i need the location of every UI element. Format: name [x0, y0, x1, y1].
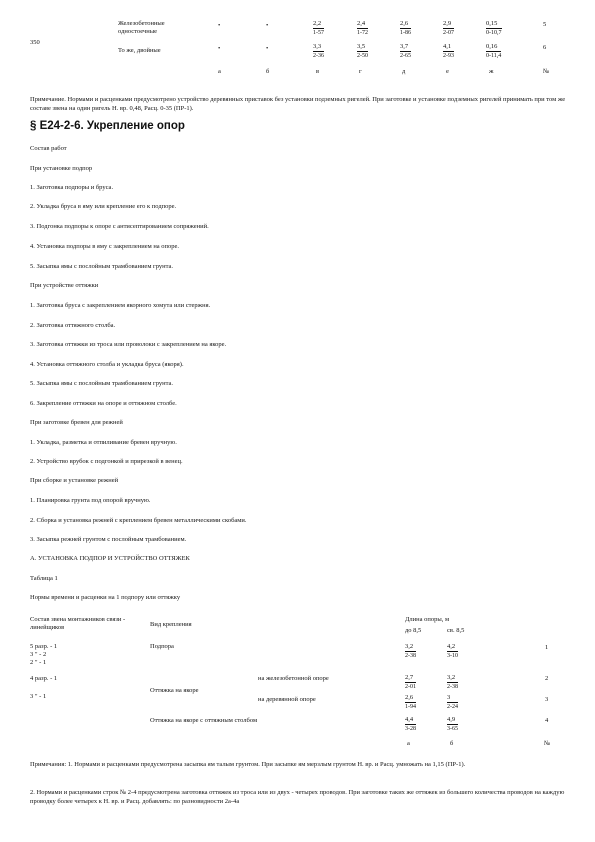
col-letter: а	[407, 740, 410, 747]
work-item: 5. Засыпка ямы с послойным трамбованием грунта.	[30, 380, 174, 387]
type-cell: Оттяжка на якоре с оттяжным столбом	[150, 717, 258, 724]
work-item: 5. Засыпка ямы с послойным трамбованием грунта.	[30, 263, 174, 270]
col-letter: а	[218, 68, 221, 75]
header-length: Длина опоры, м	[405, 616, 450, 623]
row-number: 1	[545, 644, 549, 651]
cell-d: $\frac{2,6}{1-86}$	[400, 20, 411, 36]
work-item: 3. Засыпка режней грунтом с послойным трамбованием.	[30, 536, 187, 543]
cell-v: $\frac{3,3}{2-36}$	[313, 43, 324, 59]
row-number: 4	[545, 717, 549, 724]
staff-line: 3 " - 1	[30, 693, 47, 700]
work-item: 1. Заготовка бруса с закреплением якорного хомута или стержня.	[30, 302, 211, 309]
staff-line: 3 " - 2	[30, 651, 47, 658]
cell-b: $\frac{4,9}{3-65}$	[447, 716, 458, 732]
header-length-b: св. 8,5	[447, 627, 465, 634]
staff-line: 2 " - 1	[30, 659, 47, 666]
type-cell: Подпора	[150, 643, 174, 650]
cell-a: $\frac{3,2}{2-38}$	[405, 643, 416, 659]
header-length-a: до 8,5	[405, 627, 422, 634]
work-item: 3. Заготовка оттяжки из троса или проволоки с закреплением на якоре.	[30, 341, 227, 348]
work-item: 2. Укладка бруса в яму или крепление его к подпоре.	[30, 203, 177, 210]
header-type: Вид крепления	[150, 621, 192, 628]
staff-line: 5 разр. - 1	[30, 643, 58, 650]
section-a-heading: А. УСТАНОВКА ПОДПОР И УСТРОЙСТВО ОТТЯЖЕК	[30, 555, 190, 562]
work-item: 1. Заготовка подпоры и бруса.	[30, 184, 114, 191]
cell-b: $\frac{3,2}{2-38}$	[447, 674, 458, 690]
cell-d: $\frac{3,7}{2-65}$	[400, 43, 411, 59]
row-name: То же, двойные	[118, 47, 161, 54]
cell-a: $\frac{2,6}{1-94}$	[405, 694, 416, 710]
work-item: 2. Устройство врубок с подгонкой и прирезкой в венец.	[30, 458, 183, 465]
subtype-cell: на железобетонной опоре	[258, 675, 329, 682]
group-code: 350	[30, 39, 40, 46]
note-top: Примечание. Нормами и расценками предусмотрено устройство деревянных приставок без установки подземных ригелей. При заготовке и установке подземных ригелей принимать при том же составе звена на один ригель Н. вр. 0,48, Расц. 0-35 (ПР-1).	[30, 96, 566, 112]
dot: •	[266, 45, 269, 52]
type-cell: Оттяжка на якоре	[150, 687, 199, 694]
work-subheading: При установке подпор	[30, 165, 93, 172]
col-letter: ж	[489, 68, 494, 75]
cell-g: $\frac{3,5}{2-50}$	[357, 43, 368, 59]
col-letter: е	[446, 68, 449, 75]
subtype-cell: на деревянной опоре	[258, 696, 316, 703]
row-number: 3	[545, 696, 549, 703]
work-subheading: При устройстве оттяжки	[30, 282, 99, 289]
row-number: 2	[545, 675, 549, 682]
table-label: Таблица 1	[30, 575, 58, 582]
work-subheading: При заготовке бревен для режней	[30, 419, 123, 426]
col-letter: б	[450, 740, 454, 747]
cell-e: $\frac{4,1}{2-93}$	[443, 43, 454, 59]
work-item: 1. Укладка, разметка и отпиливание бревен вручную.	[30, 439, 177, 446]
work-item: 2. Сборка и установка режней с креплением бревен металлическими скобами.	[30, 517, 247, 524]
col-letter: №	[543, 68, 550, 75]
work-subheading: При сборке и установке режней	[30, 477, 119, 484]
cell-g: $\frac{2,4}{1-72}$	[357, 20, 368, 36]
work-item: 3. Подгонка подпоры к опоре с антисептированием сопряжений.	[30, 223, 209, 230]
staff-line: 4 разр. - 1	[30, 675, 58, 682]
row-name: Железобетонные одностоечные	[118, 20, 165, 35]
note-1: Примечания: 1. Нормами и расценками предусмотрена засыпка ям талым грунтом. При засыпке ям мерзлым грунтом Н. вр. и Расц. умножать на 1,15 (ПР-1).	[30, 761, 466, 768]
work-item: 6. Закрепление оттяжки на опоре и оттяжном столбе.	[30, 400, 177, 407]
col-letter: №	[544, 740, 551, 747]
col-letter: д	[402, 68, 406, 75]
col-letter: в	[316, 68, 320, 75]
row-number: 5	[543, 21, 547, 28]
work-item: 4. Установка подпоры в яму с закреплением на опоре.	[30, 243, 180, 250]
cell-a: $\frac{2,7}{2-01}$	[405, 674, 416, 690]
dot: •	[266, 22, 269, 29]
dot: •	[218, 45, 221, 52]
row-number: 6	[543, 44, 547, 51]
col-letter: б	[266, 68, 270, 75]
col-letter: г	[359, 68, 362, 75]
work-item: 1. Планировка грунта под опорой вручную.	[30, 497, 151, 504]
cell-v: $\frac{2,2}{1-57}$	[313, 20, 324, 36]
table-caption: Нормы времени и расценки на 1 подпору или оттяжку	[30, 594, 181, 601]
section-title: § Е24-2-6. Укрепление опор	[30, 120, 185, 132]
note-2: 2. Нормами и расценками строк № 2-4 предусмотрена заготовка оттяжек из троса или из двух - четырех проводов. При заготовке таких же оттяжек из большего количества проводов на каждую проводку более четырех к Н. вр. и Расц. добавлять: по разновидности 2а-4а	[30, 789, 565, 805]
work-heading: Состав работ	[30, 145, 67, 152]
work-item: 2. Заготовка оттяжного столба.	[30, 322, 116, 329]
cell-b: $\frac{4,2}{3-10}$	[447, 643, 458, 659]
header-staff: Состав звена монтажников связи - линейщиков	[30, 616, 126, 631]
cell-a: $\frac{4,4}{3-28}$	[405, 716, 416, 732]
cell-zh: $\frac{0,15}{0-10,7}$	[486, 20, 502, 36]
cell-b: $\frac{3}{2-24}$	[447, 694, 458, 710]
cell-e: $\frac{2,9}{2-07}$	[443, 20, 454, 36]
dot: •	[218, 22, 221, 29]
cell-zh: $\frac{0,16}{0-11,4}$	[486, 43, 502, 59]
work-item: 4. Установка оттяжного столба и укладка бруса (якоря).	[30, 361, 184, 368]
